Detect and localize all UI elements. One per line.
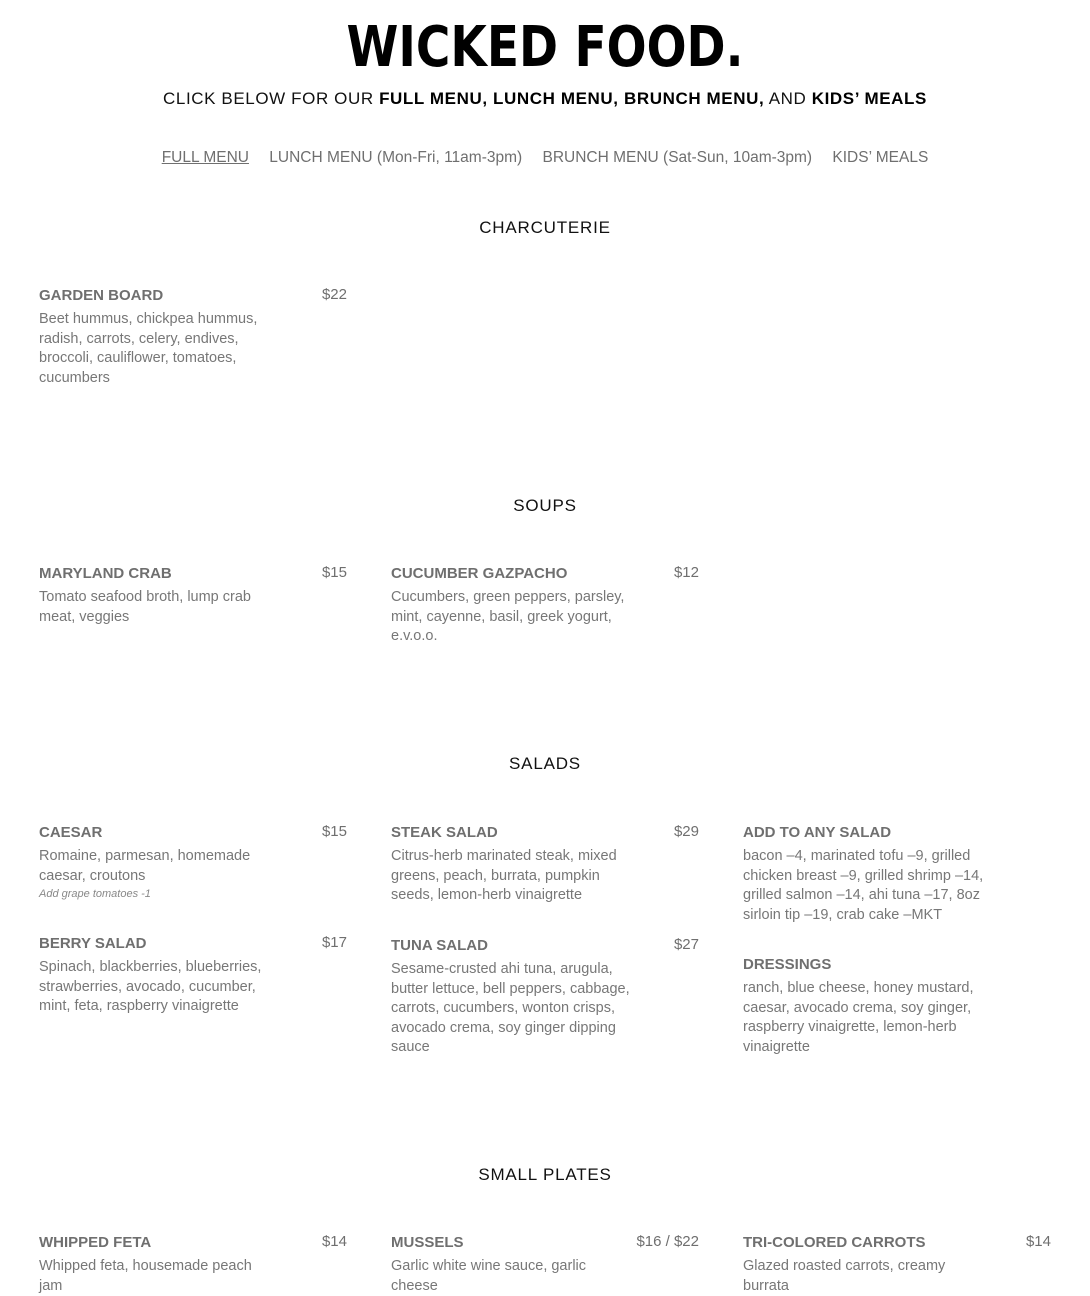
item-name: TUNA SALAD — [391, 937, 488, 954]
item-name: DRESSINGS — [743, 956, 832, 973]
item-description: Citrus-herb marinated steak, mixed greens, peach, burrata, pumpkin seeds, lemon-herb vinaigrette — [391, 848, 617, 903]
item-description-text: Romaine, parmesan, homemade caesar, croutons — [39, 848, 251, 884]
item-price: $16 / $22 — [636, 1233, 699, 1250]
item-description: Beet hummus, chickpea hummus, radish, carrots, celery, endives, broccoli, cauliflower, tomatoes, cucumbers — [39, 311, 258, 386]
item-name: WHIPPED FETA — [39, 1234, 152, 1251]
item-name: CAESAR — [39, 824, 103, 841]
item-description: Glazed roasted carrots, creamy burrata — [743, 1258, 946, 1294]
item-description: bacon –4, marinated tofu –9, grilled chicken breast –9, grilled shrimp –14, grilled salmon –14, ahi tuna –17, 8oz sirloin tip –19, crab cake –MKT — [743, 848, 984, 923]
item-name: TRI-COLORED CARROTS — [743, 1234, 926, 1251]
item-price: $14 — [1025, 1233, 1051, 1250]
item-name: MUSSELS — [391, 1234, 464, 1251]
item-price: $12 — [673, 564, 699, 581]
item-name: BERRY SALAD — [39, 935, 147, 952]
item-name: CUCUMBER GAZPACHO — [391, 565, 568, 582]
item-description: Sesame-crusted ahi tuna, arugula, butter lettuce, bell peppers, cabbage, carrots, cucumbers, wonton crisps, avocado crema, soy ginger dipping sauce — [391, 961, 630, 1055]
intro-and: AND — [768, 89, 807, 108]
tab-kids-meals[interactable]: KIDS’ MEALS — [832, 149, 929, 166]
item-price: $14 — [321, 1233, 347, 1250]
item-name: GARDEN BOARD — [39, 287, 164, 304]
item-price: $15 — [321, 564, 347, 581]
item-price: $15 — [321, 823, 347, 840]
item-note: Add grape tomatoes -1 — [39, 888, 151, 900]
item-price: $29 — [673, 823, 699, 840]
item-description: Garlic white wine sauce, garlic cheese — [391, 1258, 587, 1294]
tab-brunch-menu[interactable]: BRUNCH MENU (Sat-Sun, 10am-3pm) — [542, 149, 813, 166]
page-title: WICKED FOOD. — [346, 15, 744, 80]
item-price: $22 — [321, 286, 347, 303]
item-description: Whipped feta, housemade peach jam — [39, 1258, 252, 1294]
section-title-charcuterie: CHARCUTERIE — [479, 218, 611, 237]
section-title-salads: SALADS — [509, 754, 581, 773]
item-description: ranch, blue cheese, honey mustard, caesar, avocado crema, soy ginger, raspberry vinaigrette, lemon-herb vinaigrette — [743, 980, 974, 1055]
intro-kids-meals: KIDS’ MEALS — [811, 89, 927, 108]
intro-prefix: CLICK BELOW FOR OUR — [163, 89, 374, 108]
menu-intro — [0, 88, 1090, 110]
section-title-soups: SOUPS — [513, 496, 577, 515]
item-description: Spinach, blackberries, blueberries, strawberries, avocado, cucumber, mint, feta, raspberry vinaigrette — [39, 959, 262, 1014]
item-name: STEAK SALAD — [391, 824, 498, 841]
intro-brunch-menu: BRUNCH MENU, — [623, 89, 765, 108]
menu-tabs — [0, 148, 1090, 168]
section-title-small-plates: SMALL PLATES — [478, 1165, 612, 1184]
item-name: ADD TO ANY SALAD — [743, 824, 892, 841]
item-description: Cucumbers, green peppers, parsley, mint, cayenne, basil, greek yogurt, e.v.o.o. — [391, 589, 625, 644]
item-name: MARYLAND CRAB — [39, 565, 172, 582]
item-price: $27 — [673, 936, 699, 953]
tab-full-menu[interactable]: FULL MENU — [161, 149, 249, 166]
intro-full-menu: FULL MENU, — [379, 89, 488, 108]
item-price: $17 — [321, 934, 347, 951]
item-description — [39, 847, 279, 902]
intro-lunch-menu: LUNCH MENU, — [493, 89, 619, 108]
tab-lunch-menu[interactable]: LUNCH MENU (Mon-Fri, 11am-3pm) — [269, 149, 523, 166]
item-description: Tomato seafood broth, lump crab meat, veggies — [39, 589, 251, 625]
